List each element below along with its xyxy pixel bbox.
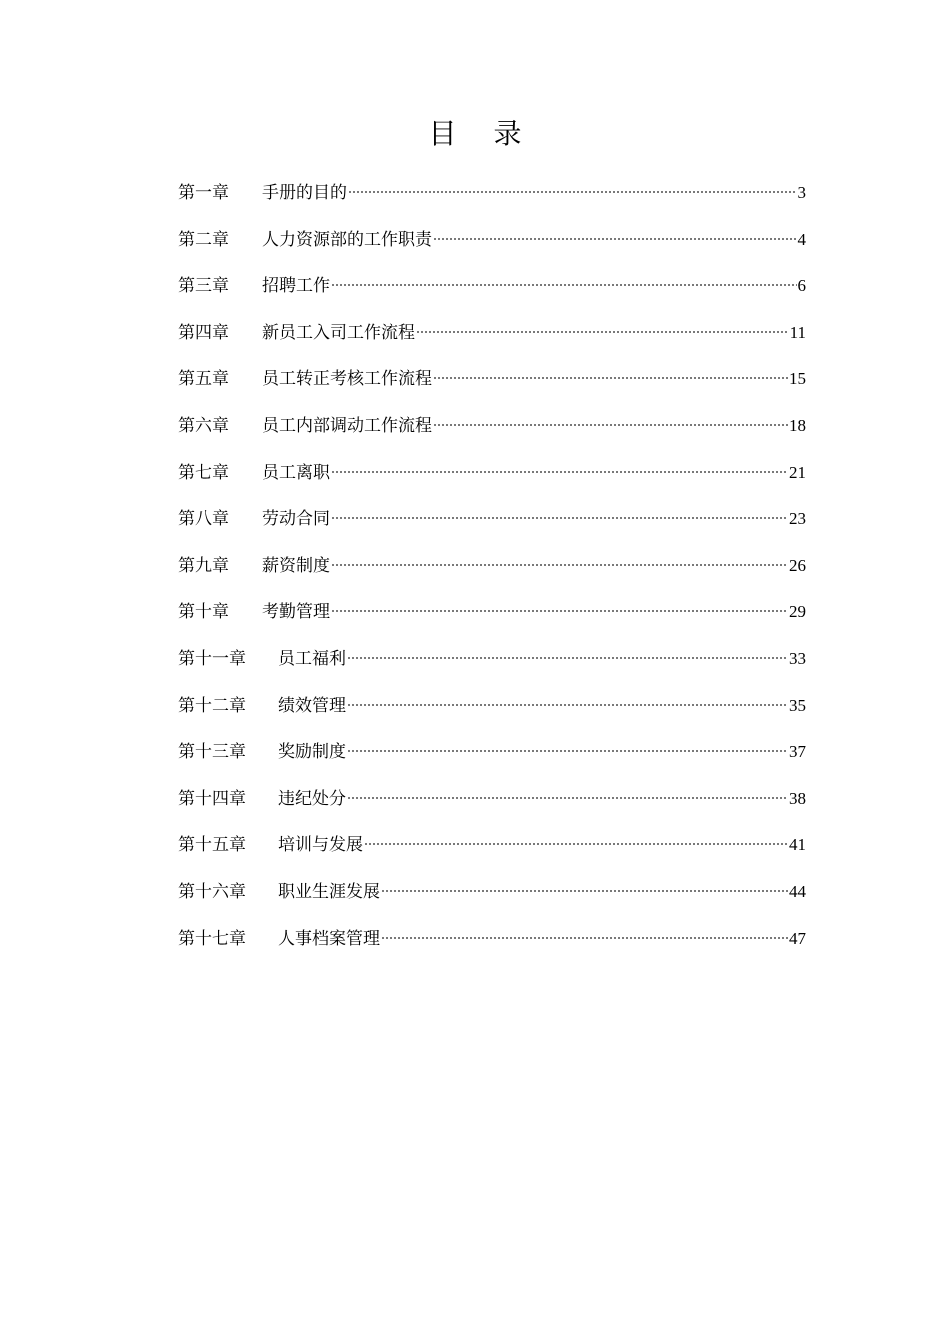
toc-dot-leader [433,376,788,380]
toc-page-number: 47 [789,928,806,948]
toc-dot-leader [331,283,797,287]
toc-entry[interactable] [178,176,806,223]
toc-entry[interactable] [178,828,806,875]
toc-page-number: 15 [789,369,806,389]
toc-entry[interactable] [178,316,806,363]
toc-chapter-title: 手册的目的 [262,183,347,203]
toc-page-number: 38 [789,788,806,808]
toc-dot-leader [433,237,797,241]
toc-entry[interactable] [178,502,806,549]
toc-dot-leader [381,936,788,940]
toc-entry[interactable] [178,223,806,270]
toc-chapter-title: 奖励制度 [278,742,346,763]
toc-chapter-title: 人力资源部的工作职责 [262,229,432,250]
toc-dot-leader [331,563,788,567]
toc-dot-leader [416,330,789,334]
toc-dot-leader [347,703,788,707]
toc-chapter-title: 培训与发展 [278,835,363,856]
toc-page-number: 33 [789,648,806,668]
toc-page-number: 6 [797,276,806,296]
toc-chapter-number: 第十六章 [178,881,246,902]
toc-dot-leader [348,190,797,194]
toc-chapter-title: 员工内部调动工作流程 [262,415,432,436]
toc-chapter-title: 职业生涯发展 [278,881,380,902]
toc-chapter-number: 第三章 [178,276,229,297]
toc-entry[interactable] [178,362,806,409]
toc-chapter-number: 第九章 [178,555,229,576]
toc-entry[interactable] [178,735,806,782]
toc-chapter-number: 第二章 [178,229,229,250]
toc-chapter-number: 第四章 [178,322,229,343]
toc-chapter-title: 员工福利 [278,648,346,669]
toc-page-number: 18 [789,415,806,435]
toc-chapter-title: 新员工入司工作流程 [262,322,415,343]
toc-dot-leader [433,423,788,427]
toc-dot-leader [364,842,788,846]
toc-chapter-number: 第八章 [178,509,229,530]
toc-entry[interactable] [178,409,806,456]
toc-entry[interactable] [178,922,806,969]
toc-chapter-title: 招聘工作 [262,276,330,297]
toc-page-number: 41 [789,835,806,855]
toc-page-number: 35 [789,695,806,715]
toc-dot-leader [331,516,788,520]
toc-entry[interactable] [178,269,806,316]
toc-dot-leader [347,749,788,753]
toc-chapter-title: 考勤管理 [262,602,330,623]
toc-page-number: 3 [797,183,806,202]
toc-page-number: 23 [789,509,806,529]
toc-dot-leader [331,470,788,474]
toc-entry[interactable] [178,782,806,829]
toc-chapter-number: 第六章 [178,415,229,436]
toc-chapter-number: 第十七章 [178,928,246,949]
toc-entry[interactable] [178,595,806,642]
toc-chapter-title: 违纪处分 [278,788,346,809]
toc-entry[interactable] [178,689,806,736]
toc-page-number: 26 [789,555,806,575]
toc-entry[interactable] [178,549,806,596]
toc-page-number: 11 [789,322,806,342]
toc-title: 目 录 [428,117,536,150]
toc-page-number: 44 [789,881,806,901]
toc-dot-leader [381,889,788,893]
toc-chapter-number: 第七章 [178,462,229,483]
toc-chapter-title: 薪资制度 [262,555,330,576]
toc-entry[interactable] [178,642,806,689]
toc-chapter-title: 员工转正考核工作流程 [262,369,432,390]
toc-chapter-title: 员工离职 [262,462,330,483]
toc-chapter-number: 第十五章 [178,835,246,856]
toc-entry[interactable] [178,875,806,922]
toc-dot-leader [347,656,788,660]
toc-page-number: 37 [789,742,806,762]
toc-dot-leader [347,796,788,800]
toc-chapter-number: 第十一章 [178,648,246,669]
toc-chapter-number: 第五章 [178,369,229,390]
toc-page-number: 4 [797,229,806,249]
toc-page-number: 29 [789,602,806,622]
toc-page-number: 21 [789,462,806,482]
toc-chapter-number: 第十二章 [178,695,246,716]
toc-chapter-title: 劳动合同 [262,509,330,530]
toc-dot-leader [331,609,788,613]
toc-chapter-title: 绩效管理 [278,695,346,716]
toc-entry[interactable] [178,456,806,503]
toc-chapter-title: 人事档案管理 [278,928,380,949]
toc-chapter-number: 第十章 [178,602,229,623]
table-of-contents [178,176,806,968]
toc-chapter-number: 第一章 [178,183,229,203]
toc-chapter-number: 第十三章 [178,742,246,763]
toc-chapter-number: 第十四章 [178,788,246,809]
